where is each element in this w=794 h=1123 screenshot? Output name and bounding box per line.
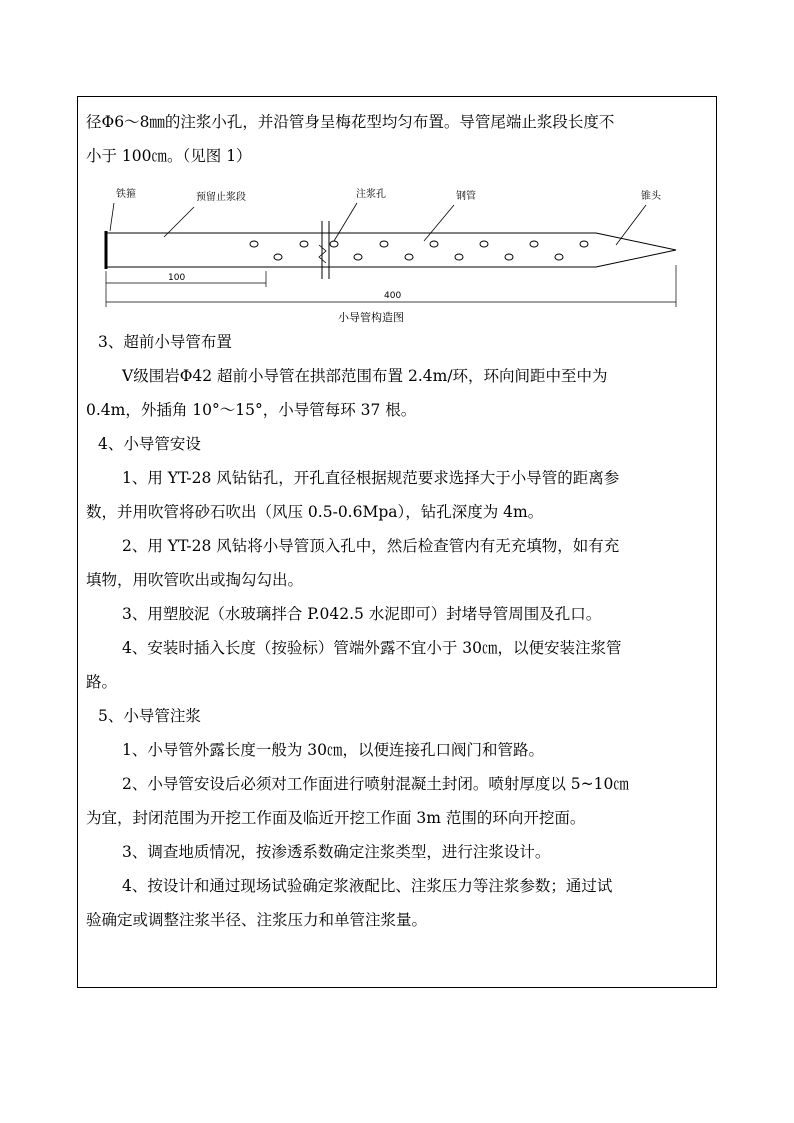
section-3-line: Ⅴ级围岩Φ42 超前小导管在拱部范围布置 2.4m/环，环向间距中至中为 [122, 367, 608, 385]
section-3-heading: 3、超前小导管布置 [98, 333, 232, 351]
intro-line-2: 小于 100㎝。（见图 1） [86, 147, 252, 165]
section-5-line: 3、调查地质情况，按渗透系数确定注浆类型，进行注浆设计。 [122, 843, 551, 861]
label-steel-pipe: 钢管 [456, 191, 476, 202]
grout-hole [480, 241, 488, 247]
section-5-line: 2、小导管安设后必须对工作面进行喷射混凝土封闭。喷射厚度以 5~10㎝ [122, 775, 629, 793]
grout-hole [274, 254, 282, 260]
label-cone-head: 锥头 [641, 191, 661, 202]
grout-hole [250, 241, 258, 247]
pipe-structure-diagram [86, 175, 714, 325]
label-grout-hole: 注浆孔 [356, 189, 386, 200]
diagram-caption: 小导管构造图 [338, 311, 404, 324]
section-4-line: 填物，用吹管吹出或掏勾勾出。 [86, 571, 304, 589]
grout-hole [505, 254, 513, 260]
grout-hole [330, 241, 338, 247]
dim-400-label: 400 [384, 291, 402, 301]
grout-hole [555, 254, 563, 260]
leader-steel-pipe [424, 205, 454, 241]
break-zigzag [319, 245, 326, 263]
label-reserved-stop: 预留止浆段 [196, 192, 246, 203]
section-5-line: 验确定或调整注浆半径、注浆压力和单管注浆量。 [86, 911, 428, 929]
grout-hole [455, 254, 463, 260]
section-4-line: 4、安装时插入长度（按验标）管端外露不宜小于 30㎝，以便安装注浆管 [122, 639, 622, 657]
section-4-line: 路。 [86, 673, 118, 691]
section-4-line: 数，并用吹管将砂石吹出（风压 0.5-0.6Mpa），钻孔深度为 4m。 [86, 503, 544, 521]
grout-hole [530, 241, 538, 247]
document-frame [77, 96, 717, 988]
cone-head [596, 233, 676, 267]
section-4-line: 2、用 YT-28 风钻将小导管顶入孔中，然后检查管内有无充填物，如有充 [122, 537, 620, 555]
section-4-line: 3、用塑胶泥（水玻璃拌合 P.042.5 水泥即可）封堵导管周围及孔口。 [122, 605, 602, 623]
grout-hole [300, 241, 308, 247]
grout-hole [580, 241, 588, 247]
leader-hoop [110, 203, 114, 231]
section-4-heading: 4、小导管安设 [98, 435, 201, 453]
dim-100-label: 100 [168, 273, 186, 283]
leader-grout-hole [334, 203, 357, 241]
section-5-line: 为宜，封闭范围为开挖工作面及临近开挖工作面 3m 范围的环向开挖面。 [86, 809, 586, 827]
grout-hole [380, 241, 388, 247]
section-3-line: 0.4m，外插角 10°～15°，小导管每环 37 根。 [86, 401, 417, 419]
grout-hole [405, 254, 413, 260]
grout-hole [430, 241, 438, 247]
section-5-line: 4、按设计和通过现场试验确定浆液配比、注浆压力等注浆参数；通过试 [122, 877, 613, 895]
section-4-line: 1、用 YT-28 风钻钻孔，开孔直径根据规范要求选择大于小导管的距离参 [122, 469, 620, 487]
section-5-line: 1、小导管外露长度一般为 30㎝，以便连接孔口阀门和管路。 [122, 741, 545, 759]
section-5-heading: 5、小导管注浆 [98, 707, 201, 725]
label-hoop: 铁箍 [116, 189, 136, 200]
grout-holes [250, 241, 588, 260]
document-body [86, 105, 714, 937]
leader-cone [616, 205, 646, 245]
intro-line-1: 径Φ6～8㎜的注浆小孔，并沿管身呈梅花型均匀布置。导管尾端止浆段长度不 [86, 113, 615, 131]
grout-hole [354, 254, 362, 260]
pipe-diagram-svg [76, 175, 716, 325]
